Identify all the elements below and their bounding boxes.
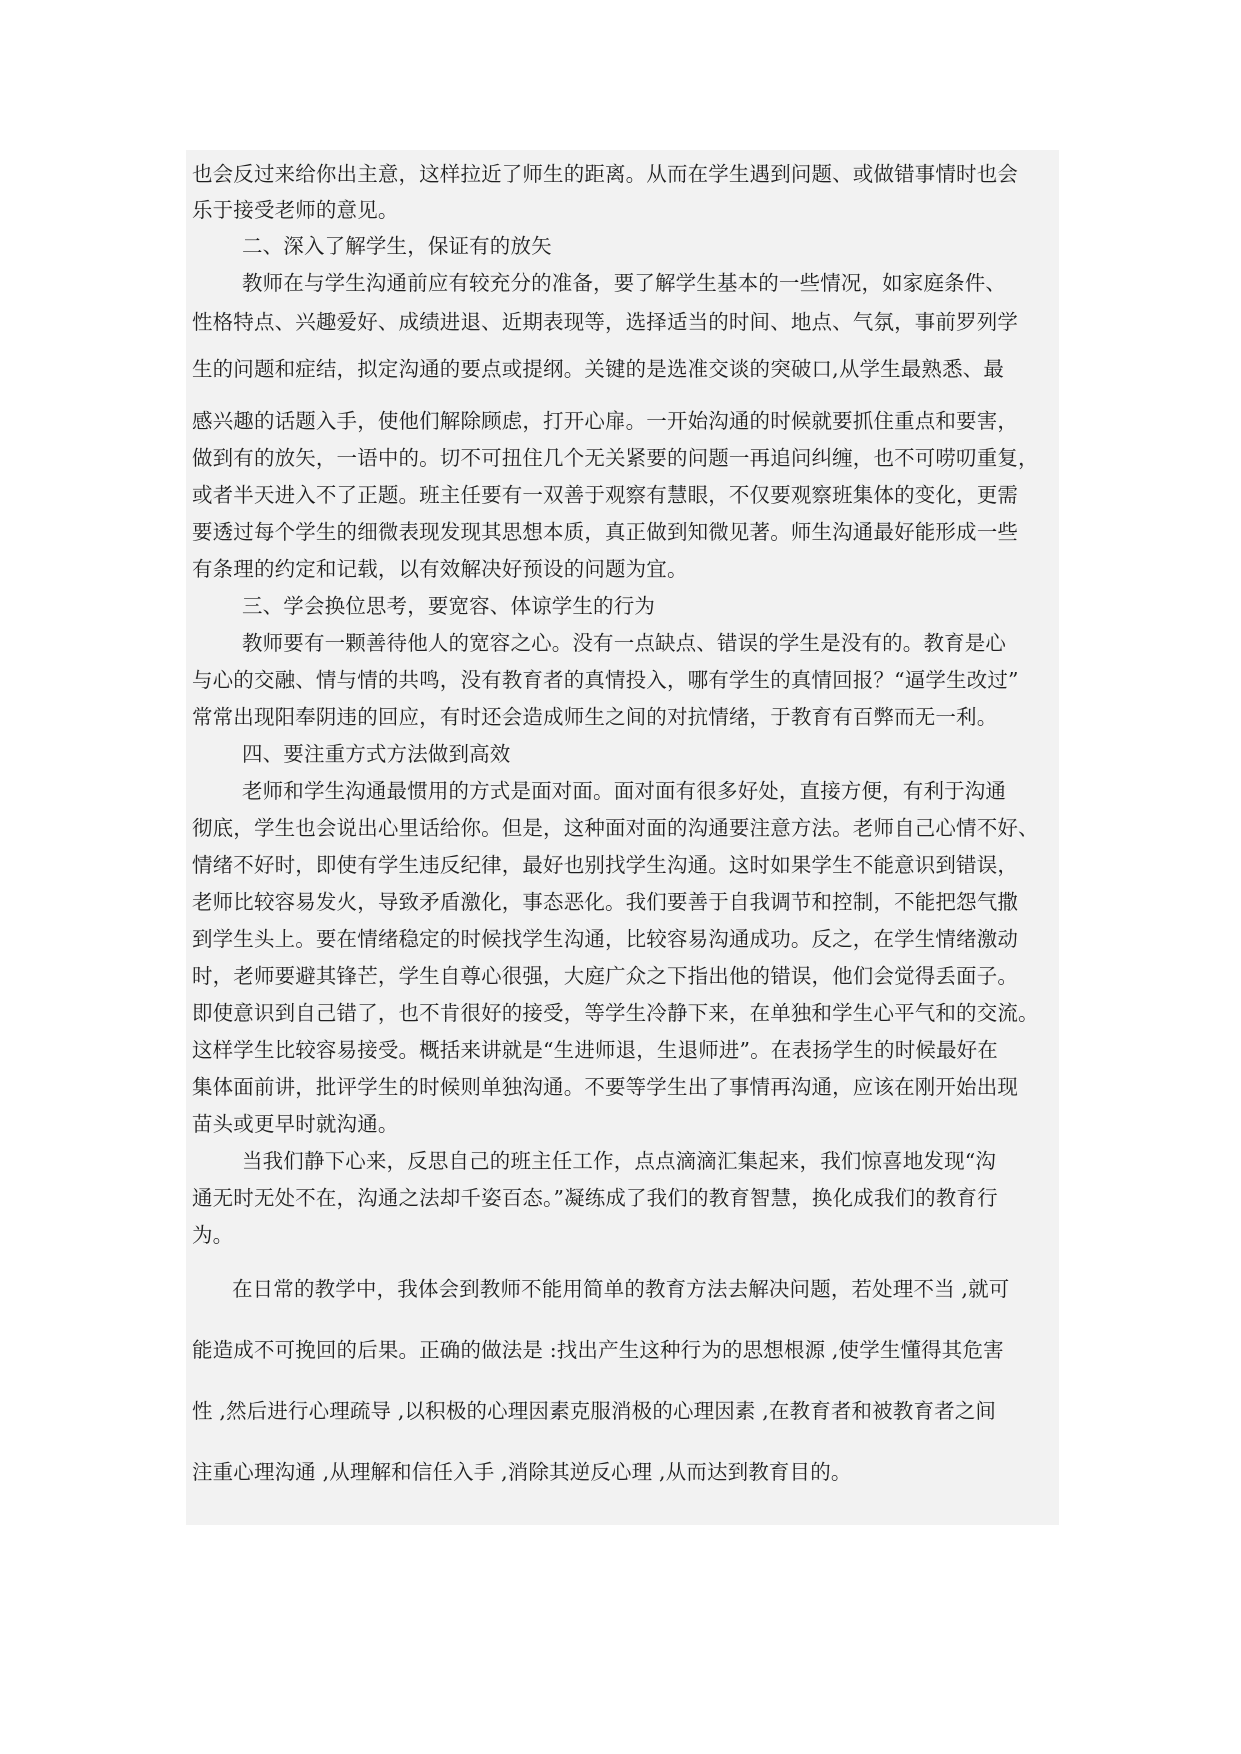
text-line: 老师和学生沟通最惯用的方式是面对面。面对面有很多好处，直接方便，有利于沟通 <box>242 779 1007 803</box>
text-line: 感兴趣的话题入手，使他们解除顾虑，打开心扉。一开始沟通的时候就要抓住重点和要害， <box>192 409 1018 433</box>
text-line: 性格特点、兴趣爱好、成绩进退、近期表现等，选择适当的时间、地点、气氛，事前罗列学 <box>192 310 1018 334</box>
text-line: 教师要有一颗善待他人的宽容之心。没有一点缺点、错误的学生是没有的。教育是心 <box>242 631 1007 655</box>
document-text-block <box>186 150 1059 1525</box>
text-line: 也会反过来给你出主意，这样拉近了师生的距离。从而在学生遇到问题、或做错事情时也会 <box>192 162 1018 186</box>
text-line: 注重心理沟通 ,从理解和信任入手 ,消除其逆反心理 ,从而达到教育目的。 <box>192 1460 852 1484</box>
text-line: 能造成不可挽回的后果。正确的做法是 :找出产生这种行为的思想根源 ,使学生懂得其危害 <box>192 1338 1004 1362</box>
text-line: 在日常的教学中，我体会到教师不能用简单的教育方法去解决问题，若处理不当 ,就可 <box>232 1277 1010 1301</box>
section-heading: 四、要注重方式方法做到高效 <box>242 742 511 766</box>
text-line: 常常出现阳奉阴违的回应，有时还会造成师生之间的对抗情绪，于教育有百弊而无一利。 <box>192 705 998 729</box>
text-line: 时，老师要避其锋芒，学生自尊心很强，大庭广众之下指出他的错误，他们会觉得丢面子。 <box>192 964 1018 988</box>
text-line: 乐于接受老师的意见。 <box>192 198 399 222</box>
section-heading: 二、深入了解学生，保证有的放矢 <box>242 234 552 258</box>
text-line: 为。 <box>192 1223 234 1247</box>
text-line: 通无时无处不在，沟通之法却千姿百态。”凝练成了我们的教育智慧，换化成我们的教育行 <box>192 1186 998 1210</box>
text-line: 情绪不好时，即使有学生违反纪律，最好也别找学生沟通。这时如果学生不能意识到错误， <box>192 853 1018 877</box>
text-line: 有条理的约定和记载，以有效解决好预设的问题为宜。 <box>192 557 688 581</box>
text-line: 要透过每个学生的细微表现发现其思想本质，真正做到知微见著。师生沟通最好能形成一些 <box>192 520 1018 544</box>
text-line: 做到有的放矢，一语中的。切不可扭住几个无关紧要的问题一再追问纠缠，也不可唠叨重复， <box>192 446 1039 470</box>
text-line: 或者半天进入不了正题。班主任要有一双善于观察有慧眼，不仅要观察班集体的变化，更需 <box>192 483 1018 507</box>
text-line: 生的问题和症结，拟定沟通的要点或提纲。关键的是选准交谈的突破口,从学生最熟悉、最 <box>192 357 1005 381</box>
text-line: 性 ,然后进行心理疏导 ,以积极的心理因素克服消极的心理因素 ,在教育者和被教育者之间 <box>192 1399 997 1423</box>
text-line: 这样学生比较容易接受。概括来讲就是“生进师退，生退师进”。在表扬学生的时候最好在 <box>192 1038 998 1062</box>
section-heading: 三、学会换位思考，要宽容、体谅学生的行为 <box>242 594 655 618</box>
text-line: 老师比较容易发火，导致矛盾激化，事态恶化。我们要善于自我调节和控制，不能把怨气撒 <box>192 890 1018 914</box>
text-line: 到学生头上。要在情绪稳定的时候找学生沟通，比较容易沟通成功。反之，在学生情绪激动 <box>192 927 1018 951</box>
text-line: 即使意识到自己错了，也不肯很好的接受，等学生冷静下来，在单独和学生心平气和的交流。 <box>192 1001 1039 1025</box>
text-line: 苗头或更早时就沟通。 <box>192 1112 399 1136</box>
text-line: 彻底，学生也会说出心里话给你。但是，这种面对面的沟通要注意方法。老师自己心情不好、 <box>192 816 1039 840</box>
text-line: 教师在与学生沟通前应有较充分的准备，要了解学生基本的一些情况，如家庭条件、 <box>242 271 1007 295</box>
text-line: 与心的交融、情与情的共鸣，没有教育者的真情投入，哪有学生的真情回报？“逼学生改过” <box>192 668 1019 692</box>
text-line: 集体面前讲，批评学生的时候则单独沟通。不要等学生出了事情再沟通，应该在刚开始出现 <box>192 1075 1018 1099</box>
text-line: 当我们静下心来，反思自己的班主任工作，点点滴滴汇集起来，我们惊喜地发现“沟 <box>242 1149 997 1173</box>
